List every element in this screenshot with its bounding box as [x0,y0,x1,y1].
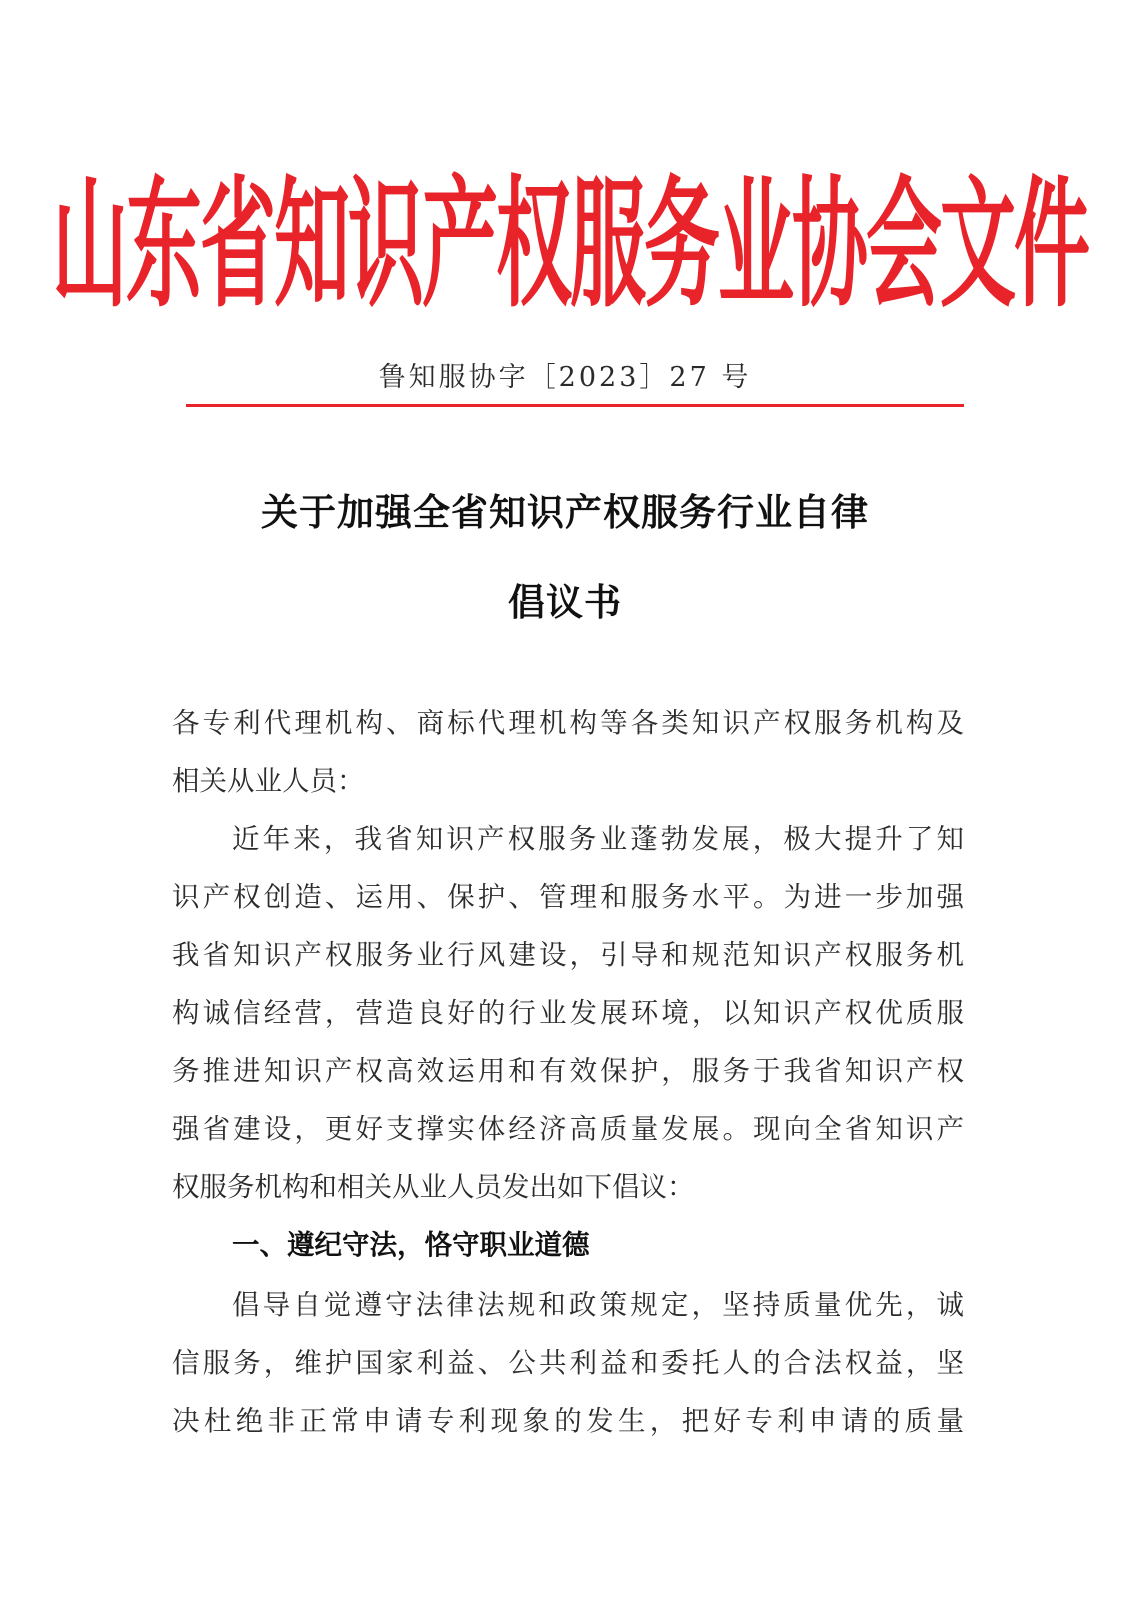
section-heading: 一、遵纪守法，恪守职业道德 [232,1229,590,1261]
paragraph-line: 强省建设，更好支撑实体经济高质量发展。现向全省知识产 [172,1113,964,1145]
salutation-line: 各专利代理机构、商标代理机构等各类知识产权服务机构及 [172,707,964,739]
document-number: 鲁知服协字［2023］27 号 [378,362,752,393]
red-divider-line [186,404,964,407]
paragraph-line: 决杜绝非正常申请专利现象的发生，把好专利申请的质量 [172,1405,964,1437]
document-title-line-2: 倡议书 [508,580,622,624]
paragraph-line: 倡导自觉遵守法律法规和政策规定，坚持质量优先，诚 [232,1289,964,1321]
paragraph-line: 近年来，我省知识产权服务业蓬勃发展，极大提升了知 [232,823,964,855]
paragraph-line: 构诚信经营，营造良好的行业发展环境，以知识产权优质服 [172,997,964,1029]
paragraph-line: 识产权创造、运用、保护、管理和服务水平。为进一步加强 [172,881,964,913]
masthead-title: 山东省知识产权服务业协会文件 [52,161,1088,327]
paragraph-line: 务推进知识产权高效运用和有效保护，服务于我省知识产权 [172,1055,964,1087]
paragraph-line: 我省知识产权服务业行风建设，引导和规范知识产权服务机 [172,939,964,971]
paragraph-line: 权服务机构和相关从业人员发出如下倡议： [172,1171,695,1203]
masthead [52,161,1088,327]
paragraph-line: 信服务，维护国家利益、公共利益和委托人的合法权益，坚 [172,1347,964,1379]
salutation-line: 相关从业人员： [172,765,365,797]
document-title-line-1: 关于加强全省知识产权服务行业自律 [261,490,869,534]
